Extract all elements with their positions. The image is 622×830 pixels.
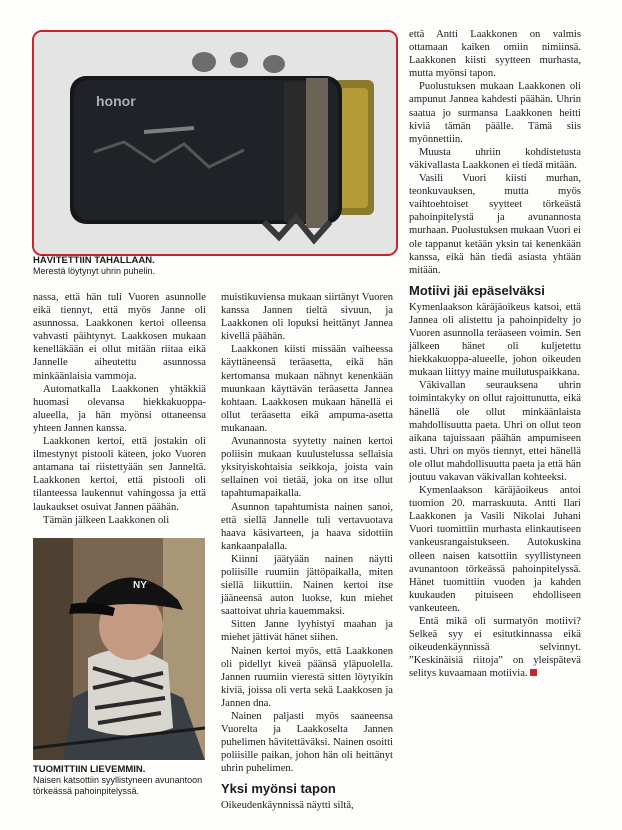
paragraph: Puolustuksen mukaan Laakkonen oli ampunut Jannea kahdesti päähän. Uhrin saatua jo surmansa Laakkonen heitti kiviä tämän päälle. Tämä siis myönnettiin. [409, 81, 581, 145]
caption-phone-text: Merestä löytynyt uhrin puhelin. [33, 266, 156, 276]
paragraph: Laakkonen kertoi, että jostakin oli ilmestynyt pistooli käteen, joko Vuoren antamana tai riistettyään sen Janneltä. Laakkonen kertoi, että pistooli oli tilanteessa laukennut vahingossa ja että laukaukset osuivat Jannen päähän. [33, 436, 206, 513]
caption-defendant-text: Naisen katsottiin syyllistyneen avunantoon törkeässä pahoinpitelyssä. [33, 775, 203, 796]
paragraph: Kymenlaakson käräjäoikeus antoi tuomion 20. marraskuuta. Antti Ilari Laakkonen ja Vasili Nikolai Juhani Vuori tuomittiin murhasta elinkautiseen vankeusrangaistukseen. Autokuskina olleen naisen katsottiin syyllistyneen avunantoon törkeässä pahoinpitelyssä. Hänet tuomittiin vuoden ja kahden kuukauden pituiseen ehdolliseen vankeuteen. [409, 485, 581, 614]
caption-defendant [33, 764, 209, 796]
caption-phone [33, 255, 393, 277]
paragraph: Muusta uhriin kohdistetusta väkivallasta Laakkonen ei tiedä mitään. [409, 146, 581, 171]
paragraph: Avunannosta syytetty nainen kertoi poliisin mukaan kuulustelussa sellaisia yksityiskohtaisia seikkoja, joista vain sellainen voi tietää, joka on itse ollut tapahtumapaikalla. [221, 436, 393, 500]
paragraph: Tämän jälkeen Laakkonen oli [43, 514, 170, 526]
paragraph: Sitten Janne lyyhistyi maahan ja miehet jättivät hänet siihen. [221, 619, 393, 644]
phone-photo [32, 30, 398, 256]
paragraph: muistikuviensa mukaan siirtänyt Vuoren kanssa Jannen tieltä sivuun, ja Laakkonen oli lopuksi heittänyt Jannea kivellä päähän. [221, 292, 393, 343]
caption-defendant-title: TUOMITTIIN LIEVEMMIN. [33, 764, 146, 775]
end-mark-icon [530, 669, 537, 676]
paragraph: Kiinni jäätyään nainen näytti poliisille ruumiin jättöpaikalla, miten siellä liikuttiin. Nainen kertoi itse jääneensä auton luokse, kun miehet saattoivat uhria kauemmaksi. [221, 553, 393, 618]
paragraph: Kymenlaakson käräjäoikeus katsoi, että Jannea oli alistettu ja pahoinpidelty jo Vuoren asunnolla teräaseen voimin. Sen jälkeen hänet oli kuljetettu hiekkakuoppa-alueelle, johon oikeuden mukaan liittyy maine muilutuspaikkana. [409, 301, 581, 379]
column-3 [409, 28, 581, 681]
paragraph: Oikeudenkäynnissä näytti siltä, [221, 800, 354, 812]
caption-phone-title: HÄVITETTIIN TAHALLAAN. [33, 255, 155, 266]
paragraph: Asunnon tapahtumista nainen sanoi, että siellä Jannelle tuli vertavuotava haava käsivarteen, ja haava sidottiin kankaanpalalla. [221, 501, 393, 552]
paragraph: että Antti Laakkonen on valmis ottamaan kaiken omiin nimiinsä. Laakkonen kiisti syytteen murhasta, mutta myönsi tapon. [409, 29, 581, 80]
cap-logo-text: NY [133, 580, 147, 591]
paragraph: Väkivallan seurauksena uhrin toimintakyky on ollut rajoittunutta, eikä hänellä ole ollut minkäänlaista mahdollisuutta paeta. Uhri on ollut teon aikana tajuissaan päähän ampumiseen asti. Uhri on myös tiennyt, ettei hänellä ole ollut mahdollisuutta paeta ja että hän joutuu vakavan väkivallan kohteeksi. [409, 380, 581, 483]
paragraph: Vasili Vuori kiisti murhan, teonkuvauksen, mutta myös vaihtoehtoiset syytteet törkeästä pahoinpitelystä ja avunannosta murhaan. Puolustuksen mukaan Vuori ei ole tappanut ketään yksin tai kenenkään kanssa, eikä hän tiedä asiasta yhtään mitään. [409, 173, 581, 276]
paragraph: Entä mikä oli surmatyön motiivi? Selkeä syy ei esitutkinnassa eikä oikeudenkäynnissä selvinnyt. ”Keskinäisiä riitoja” on yleispätevä selitys kuvaamaan motiivia. [409, 616, 581, 680]
damaged-phone-illustration [34, 32, 396, 254]
paragraph: Automatkalla Laakkonen yhtäkkiä huomasi olevansa hiekkakuoppa-alueella, ja hän myönsi ottaneensa yhteen Jannen kanssa. [33, 383, 206, 434]
defendant-photo [33, 538, 205, 760]
subheading: Motiivi jäi epäselväksi [409, 282, 545, 298]
paragraph: nassa, että hän tuli Vuoren asunnolle eikä tiennyt, että myös Janne oli asunnossa. Laakkonen kertoi olleensa vahvasti päihtynyt. Laakkosen mukaan kenelläkään ei ollut mitään riitaa eikä Jannelle aiheutettu asunnossa minkäänlaisia vammoja. [33, 292, 206, 382]
paragraph: Nainen kertoi myös, että Laakkonen oli pidellyt kiveä päänsä yläpuolella. Jannen ruumiin vierestä sitten löytyikin kiviä, joissa oli verta sekä Laakkosen ja Jannen dna. [221, 645, 393, 709]
subheading: Yksi myönsi tapon [221, 781, 336, 797]
paragraph: Nainen paljasti myös saaneensa Vuorelta ja Laakkoselta Jannen puhelimen hävitettäväksi. Nainen osoitti poliisille paikan, johon hän oli heittänyt uhrin puhelimen. [221, 711, 393, 775]
column-2 [221, 291, 393, 813]
defendant-illustration [33, 538, 205, 760]
phone-brand-text: honor [96, 93, 136, 109]
paragraph: Laakkonen kiisti missään vaiheessa käyttäneensä teräasetta, eikä hän kertomansa mukaan nähnyt kenenkään muunkaan käyttävän teräasetta Jannea kohtaan. Laakkosen mukaan hänellä ei ollut teräasetta eikä ampuma-asetta mukanaan. [221, 344, 393, 434]
column-1 [33, 291, 206, 527]
